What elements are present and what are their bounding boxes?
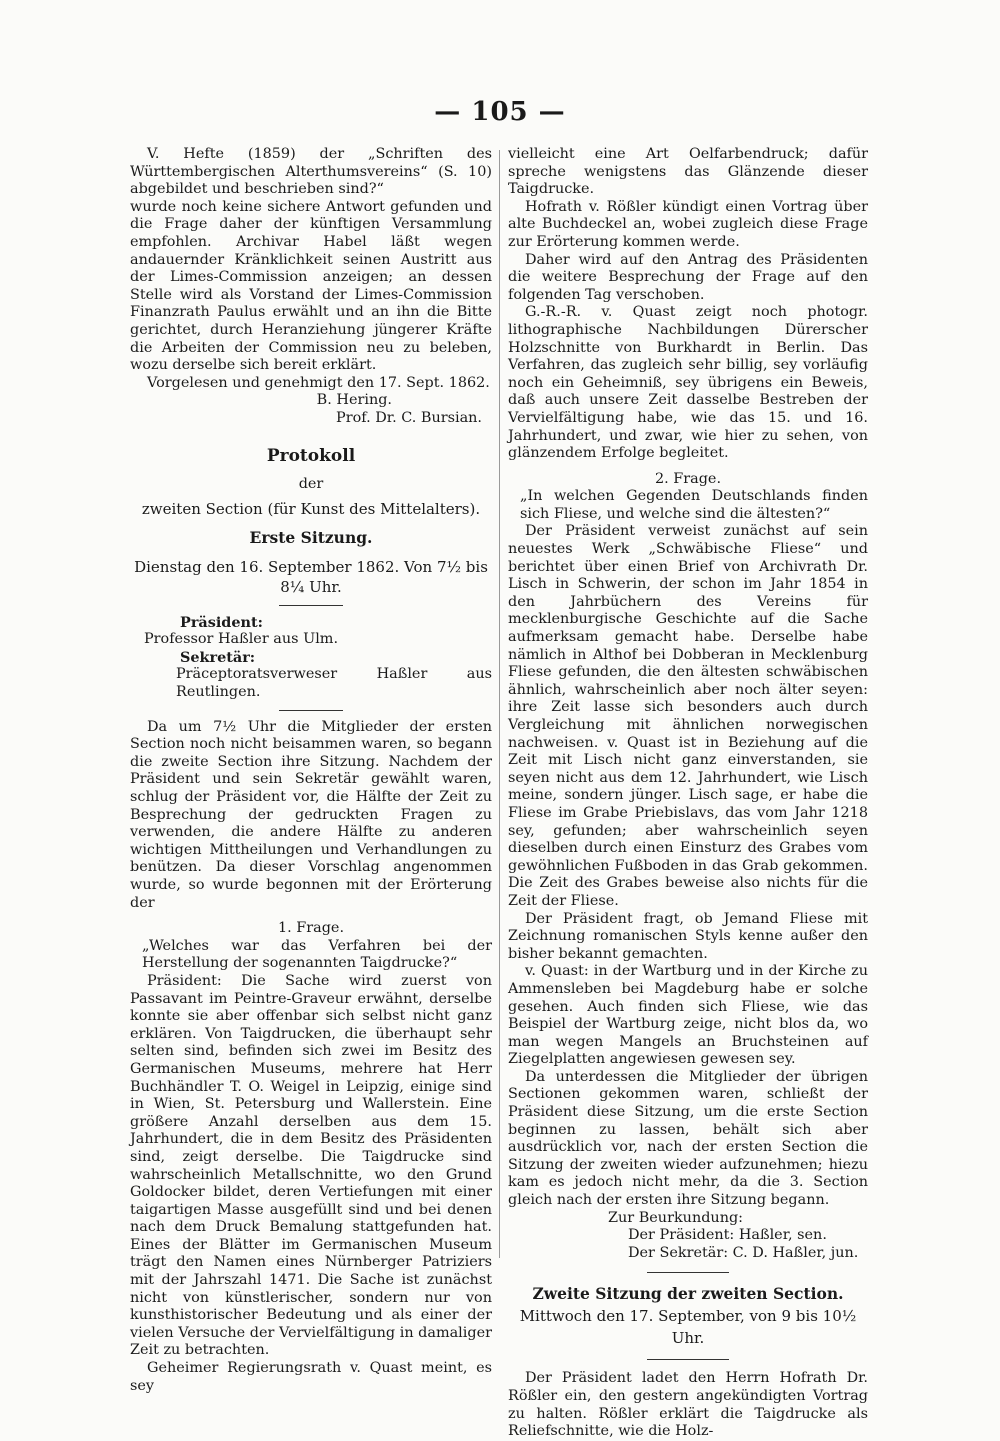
- sekretaer-label: Sekretär:: [180, 648, 256, 666]
- rule: [647, 1359, 729, 1360]
- paragraph: Da um 7½ Uhr die Mitglieder der ersten Section noch nicht beisammen waren, so begann die zweite Section ihre Sitzung. Nachdem der Präsident und sein Sekretär gewählt waren, schlug der Präsident vor, die Hälfte der Zeit zu Besprechung der gedruckten Fragen zu verwenden, die andere Hälfte zu anderen wichtigen Mittheilungen und Verhandlungen zu benützen. Da dieser Vorschlag angenommen wurde, so wurde begonnen mit der Erörterung der: [130, 718, 492, 911]
- paragraph: wurde noch keine sichere Antwort gefunden und die Frage daher der künftigen Versammlung empfohlen. Archivar Habel läßt wegen andauernder Kränklichkeit seinen Austritt aus der Limes-Commission anzeigen; an dessen Stelle wird als Vorstand der Limes-Commission Finanzrath Paulus erwählt und an ihn die Bitte gerichtet, durch Heranziehung jüngerer Kräfte die Arbeiten der Commission neu zu beleben, wozu derselbe sich bereit erklärt.: [130, 198, 492, 374]
- paragraph: Hofrath v. Rößler kündigt einen Vortrag über alte Buchdeckel an, wobei zugleich diese Frage zur Erörterung kommen werde.: [508, 198, 868, 250]
- page-number: — 105 —: [434, 97, 566, 127]
- protokoll-der: der: [298, 475, 324, 492]
- zweite-date: Mittwoch den 17. September, von 9 bis 10½ Uhr.: [519, 1307, 857, 1348]
- signature-praesident: Der Präsident: Haßler, sen.: [628, 1227, 827, 1244]
- paragraph: vielleicht eine Art Oelfarbendruck; dafür spreche wenigstens das Glänzende dieser Taigdrucke.: [508, 146, 868, 198]
- paragraph: Der Präsident verweist zunächst auf sein neuestes Werk „Schwäbische Fliese“ und berichtet über einen Brief von Archivrath Dr. Lisch in Schwerin, der schon im Jahr 1854 in den Jahrbüchern des Vereins für mecklenburgische Geschichte auf die Sache aufmerksam gemacht habe. Derselbe habe nämlich in Althof bei Dobberan in Mecklenburg Fliese gefunden, die den ältesten schwäbischen ähnlich, wahrscheinlich aber noch älter seyen: ihre Zeit lasse sich besonders auch durch Vergleichung mit ähnlichen norwegischen nachweisen. v. Quast ist in Beziehung auf die Zeit mit Lisch nicht ganz einverstanden, sie seyen nicht aus dem 12. Jahrhundert, wie Lisch meine, sondern jünger. Lisch sage, er habe die Fliese im Grabe Priebislavs, das vom Jahr 1218 sey, gefunden; aber wahrscheinlich seyen dieselben durch einen Einsturz des Grabes vom gewöhnlichen Fußboden in das Grab gekommen. Die Zeit des Grabes beweise also nichts für die Zeit der Fliese.: [508, 523, 868, 909]
- praesident-label: Präsident:: [180, 613, 263, 631]
- sekretaer-name: Präceptoratsverweser Haßler aus Reutlingen.: [176, 666, 492, 701]
- right-column: [508, 146, 868, 1441]
- date-line: Dienstag den 16. September 1862. Von 7½ bis 8¼ Uhr.: [134, 557, 488, 596]
- signature: B. Hering.: [316, 392, 392, 409]
- zweite-sitzung-title: Zweite Sitzung der zweiten Section.: [532, 1284, 844, 1304]
- paragraph: Präsident: Die Sache wird zuerst von Passavant im Peintre-Graveur erwähnt, derselbe konnte sie aber offenbar sich selbst nicht ganz erklären. Von Taigdrucken, die überhaupt sehr selten sind, befinden sich zwei im Besitz des Germanischen Museums, mehrere hat Herr Buchhändler T. O. Weigel in Leipzig, einige sind in Wien, St. Petersburg und Wallerstein. Eine größere Anzahl derselben aus dem 15. Jahrhundert, die in dem Besitz des Präsidenten sind, zeigt derselbe. Die Taigdrucke sind wahrscheinlich Metallschnitte, wo den Grund Goldocker bildet, deren Vertiefungen mit einer taigartigen Masse ausgefüllt sind und bei denen nach dem Druck Bemalung stattgefunden hat. Eines der Blätter im Germanischen Museum trägt den Namen eines Nürnberger Patriziers mit der Jahrszahl 1471. Die Sache ist zunächst nicht von künstlerischer, sondern nur von kunsthistorischer Bedeutung und als einer der vielen Versuche der Vervielfältigung in damaliger Zeit zu betrachten.: [130, 972, 492, 1359]
- frage1-text: „Welches war das Verfahren bei der Herstellung der sogenannten Taigdrucke?“: [142, 937, 492, 972]
- signature: Prof. Dr. C. Bursian.: [336, 409, 482, 426]
- paragraph: v. Quast: in der Wartburg und in der Kirche zu Ammensleben bei Magdeburg habe er solche gesehen. Auch finden sich Fliese, wie das Beispiel der Wartburg zeige, nicht blos da, wo man wegen Mangels an Bruchsteinen auf Ziegelplatten angewiesen gewesen sey.: [508, 963, 868, 1068]
- rule: [647, 1272, 729, 1273]
- section-title: zweiten Section (für Kunst des Mittelalters).: [141, 500, 481, 519]
- rule: [279, 710, 343, 711]
- frage2-title: 2. Frage.: [654, 470, 722, 487]
- frage1-title: 1. Frage.: [277, 920, 345, 937]
- left-column: [130, 146, 492, 1395]
- paragraph: G.-R.-R. v. Quast zeigt noch photogr. lithographische Nachbildungen Dürerscher Holzschnitte von Burkhardt in Berlin. Das Verfahren, das zugleich sehr billig, sey vorläufig noch ein Geheimniß, sey übrigens ein Beweis, daß auch unsere Zeit dasselbe Bestreben der Vervielfältigung habe, wie das 15. und 16. Jahrhundert, und zwar, wie hier zu sehen, von glänzendem Erfolge begleitet.: [508, 304, 868, 462]
- paragraph: Der Präsident fragt, ob Jemand Fliese mit Zeichnung romanischen Styls kenne außer den bisher bekannt gemachten.: [508, 910, 868, 962]
- paragraph: Daher wird auf den Antrag des Präsidenten die weitere Besprechung der Frage auf den folgenden Tag verschoben.: [508, 251, 868, 303]
- signature-sekretaer: Der Sekretär: C. D. Haßler, jun.: [628, 1244, 859, 1261]
- paragraph: Geheimer Regierungsrath v. Quast meint, es sey: [130, 1360, 492, 1394]
- praesident-name: Professor Haßler aus Ulm.: [144, 631, 339, 648]
- protokoll-title: Protokoll: [266, 445, 356, 466]
- frage2-text: „In welchen Gegenden Deutschlands finden sich Fliese, und welche sind die ältesten?“: [520, 488, 868, 522]
- paragraph: V. Hefte (1859) der „Schriften des Württembergischen Alterthumsvereins“ (S. 10) abgebildet und beschrieben sind?“: [130, 146, 492, 198]
- column-divider: [499, 150, 500, 1258]
- sitzung-title: Erste Sitzung.: [249, 527, 373, 547]
- paragraph: Vorgelesen und genehmigt den 17. Sept. 1862.: [147, 374, 490, 391]
- rule: [279, 605, 343, 606]
- paragraph: Da unterdessen die Mitglieder der übrigen Sectionen gekommen waren, schließt der Präsident diese Sitzung, um die erste Section beginnen zu lassen, behält sich aber ausdrücklich vor, nach der ersten Section die Sitzung der zweiten wieder aufzunehmen; hiezu kam es jedoch nicht mehr, da die 3. Section gleich nach der ersten ihre Sitzung begann.: [508, 1068, 868, 1209]
- paragraph: Der Präsident ladet den Herrn Hofrath Dr. Rößler ein, den gestern angekündigten Vortrag zu halten. Rößler erklärt die Taigdrucke als Reliefschnitte, wie die Holz-: [508, 1370, 868, 1440]
- beurkundung: Zur Beurkundung:: [608, 1209, 744, 1226]
